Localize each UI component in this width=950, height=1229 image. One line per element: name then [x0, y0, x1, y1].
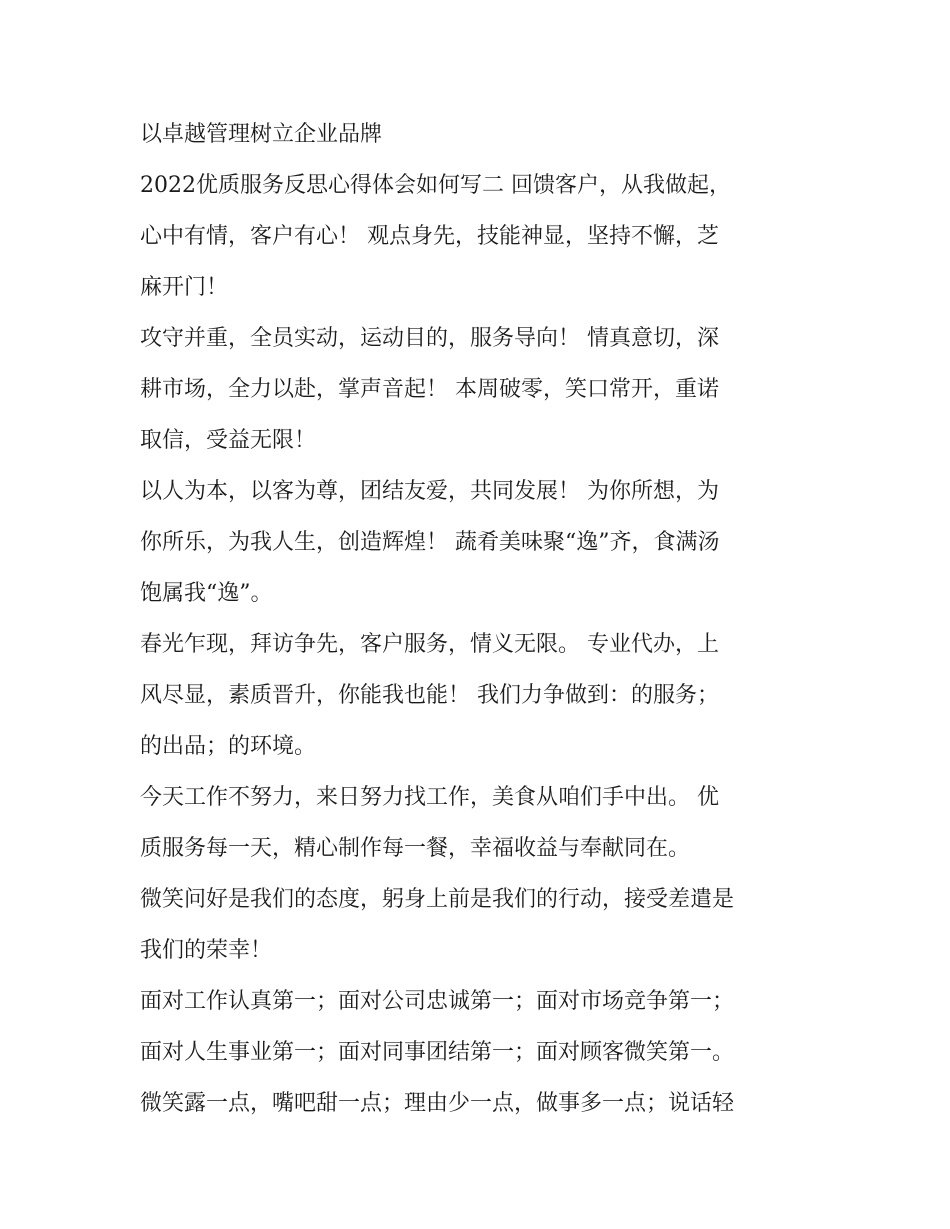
document-body: [140, 109, 820, 1129]
text-line: 耕市场，全力以赴，掌声音起！ 本周破零，笑口常开，重诺: [140, 377, 719, 402]
text-line: 微笑问好是我们的态度，躬身上前是我们的行动，接受差遣是: [140, 887, 735, 912]
text-line: 我们的荣幸！: [140, 938, 273, 963]
text-line: 的出品；的环境。: [140, 734, 317, 759]
text-line: 取信，受益无限！: [140, 428, 317, 453]
text-line: 心中有情，客户有心！ 观点身先，技能神显，坚持不懈，芝: [140, 224, 719, 249]
text-line: 2022优质服务反思心得体会如何写二 回馈客户，从我做起，: [140, 173, 731, 198]
text-line: 以人为本，以客为尊，团结友爱，共同发展！ 为你所想，为: [140, 479, 719, 504]
text-line: 你所乐，为我人生，创造辉煌！ 蔬肴美味聚“逸”齐，食满汤: [140, 530, 720, 555]
text-line: 麻开门！: [140, 275, 229, 300]
text-line: 春光乍现，拜访争先，客户服务，情义无限。 专业代办，上: [140, 632, 719, 657]
text-line: 面对人生事业第一；面对同事团结第一；面对顾客微笑第一。: [140, 1040, 735, 1065]
text-line: 面对工作认真第一；面对公司忠诚第一；面对市场竞争第一；: [140, 989, 735, 1014]
text-line: 质服务每一天，精心制作每一餐，幸福收益与奉献同在。: [140, 836, 691, 861]
text-line: 今天工作不努力，来日努力找工作，美食从咱们手中出。 优: [140, 785, 719, 810]
text-line: 微笑露一点，嘴吧甜一点；理由少一点，做事多一点；说话轻: [140, 1091, 735, 1116]
text-line: 饱属我“逸”。: [140, 581, 273, 606]
text-line: 攻守并重，全员实动，运动目的，服务导向！ 情真意切，深: [140, 326, 719, 351]
document-title: 以卓越管理树立企业品牌: [140, 122, 383, 147]
text-line: 风尽显，素质晋升，你能我也能！ 我们力争做到：的服务；: [140, 683, 719, 708]
